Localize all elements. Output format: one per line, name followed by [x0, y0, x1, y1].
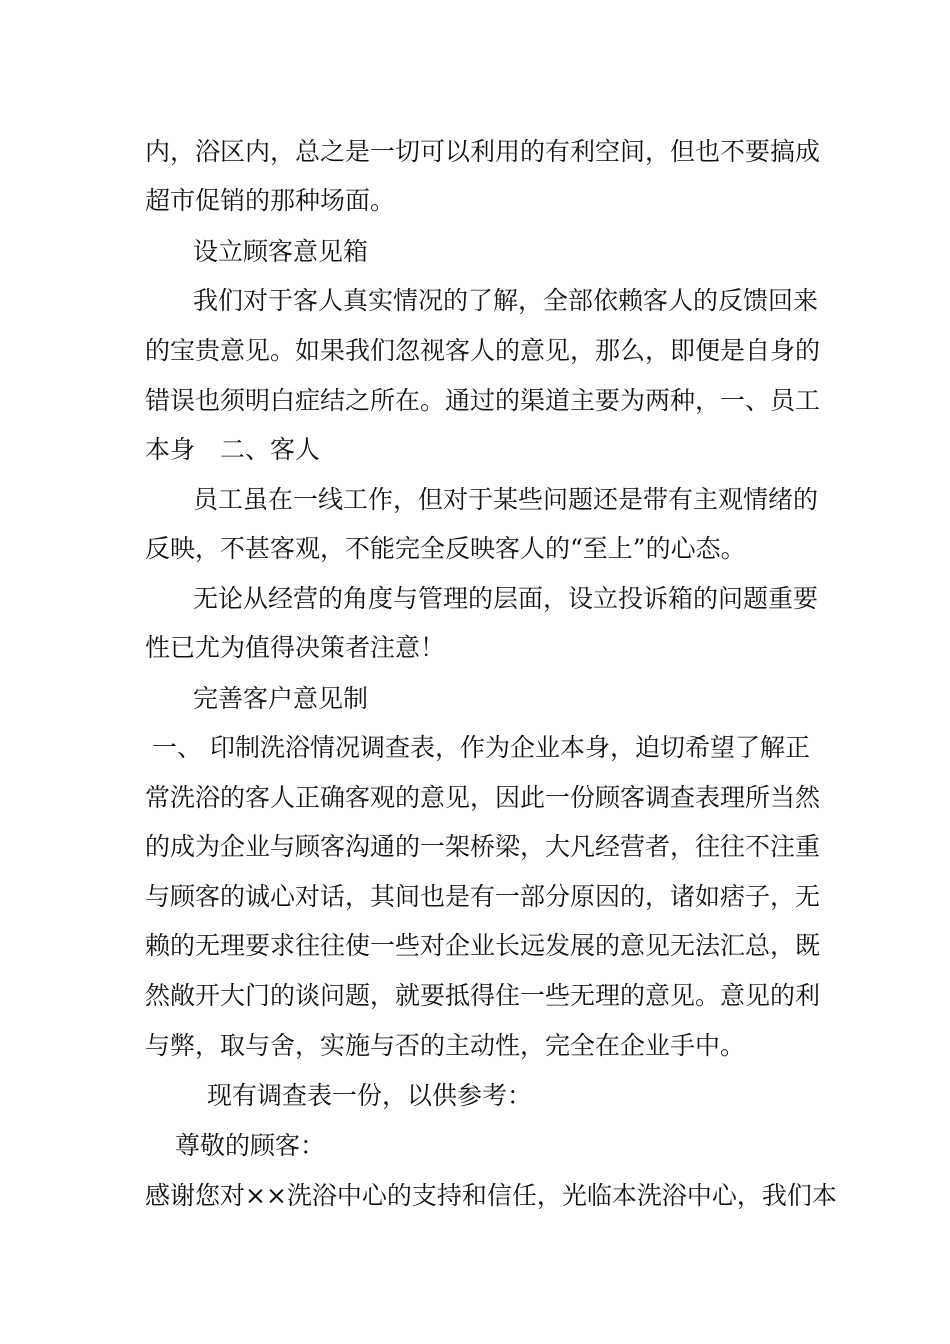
text-line: 与弊，取与舍，实施与否的主动性，完全在企业手中。	[145, 1031, 746, 1060]
text-line: 性已尤为值得决策者注意！	[145, 633, 446, 662]
text-line: 内，浴区内，总之是一切可以利用的有利空间，但也不要搞成	[145, 137, 821, 166]
text-line: 我们对于客人真实情况的了解，全部依赖客人的反馈回来	[193, 286, 819, 315]
text-line: 赖的无理要求往往使一些对企业长远发展的意见无法汇总，既	[145, 931, 821, 960]
text-line: 反映，不甚客观，不能完全反映客人的“至上”的心态。	[145, 534, 746, 563]
text-line: 与顾客的诚心对话，其间也是有一部分原因的，诸如痞子，无	[145, 882, 821, 911]
text-line: 无论从经营的角度与管理的层面，设立投诉箱的问题重要	[193, 584, 819, 613]
section-heading: 完善客户意见制	[193, 684, 369, 713]
text-line: 一、 印制洗浴情况调查表，作为企业本身，迫切希望了解正	[152, 733, 810, 762]
text-line: 常洗浴的客人正确客观的意见，因此一份顾客调查表理所当然	[145, 783, 821, 812]
text-line: 本身 二、客人	[145, 435, 321, 464]
text-line: 现有调查表一份，以供参考：	[207, 1081, 533, 1110]
text-line: 尊敬的顾客：	[175, 1131, 326, 1160]
text-line: 员工虽在一线工作，但对于某些问题还是带有主观情绪的	[193, 485, 819, 514]
text-line: 的宝贵意见。如果我们忽视客人的意见，那么，即便是自身的	[145, 336, 821, 365]
section-heading: 设立顾客意见箱	[193, 237, 369, 266]
text-line: 超市促销的那种场面。	[145, 186, 396, 215]
text-line: 感谢您对××洗浴中心的支持和信任，光临本洗浴中心，我们本	[145, 1181, 837, 1210]
text-line: 的成为企业与顾客沟通的一架桥梁，大凡经营者，往往不注重	[145, 832, 821, 861]
text-line: 然敞开大门的谈问题，就要抵得住一些无理的意见。意见的利	[145, 981, 821, 1010]
text-line: 错误也须明白症结之所在。通过的渠道主要为两种，一、员工	[145, 386, 821, 415]
